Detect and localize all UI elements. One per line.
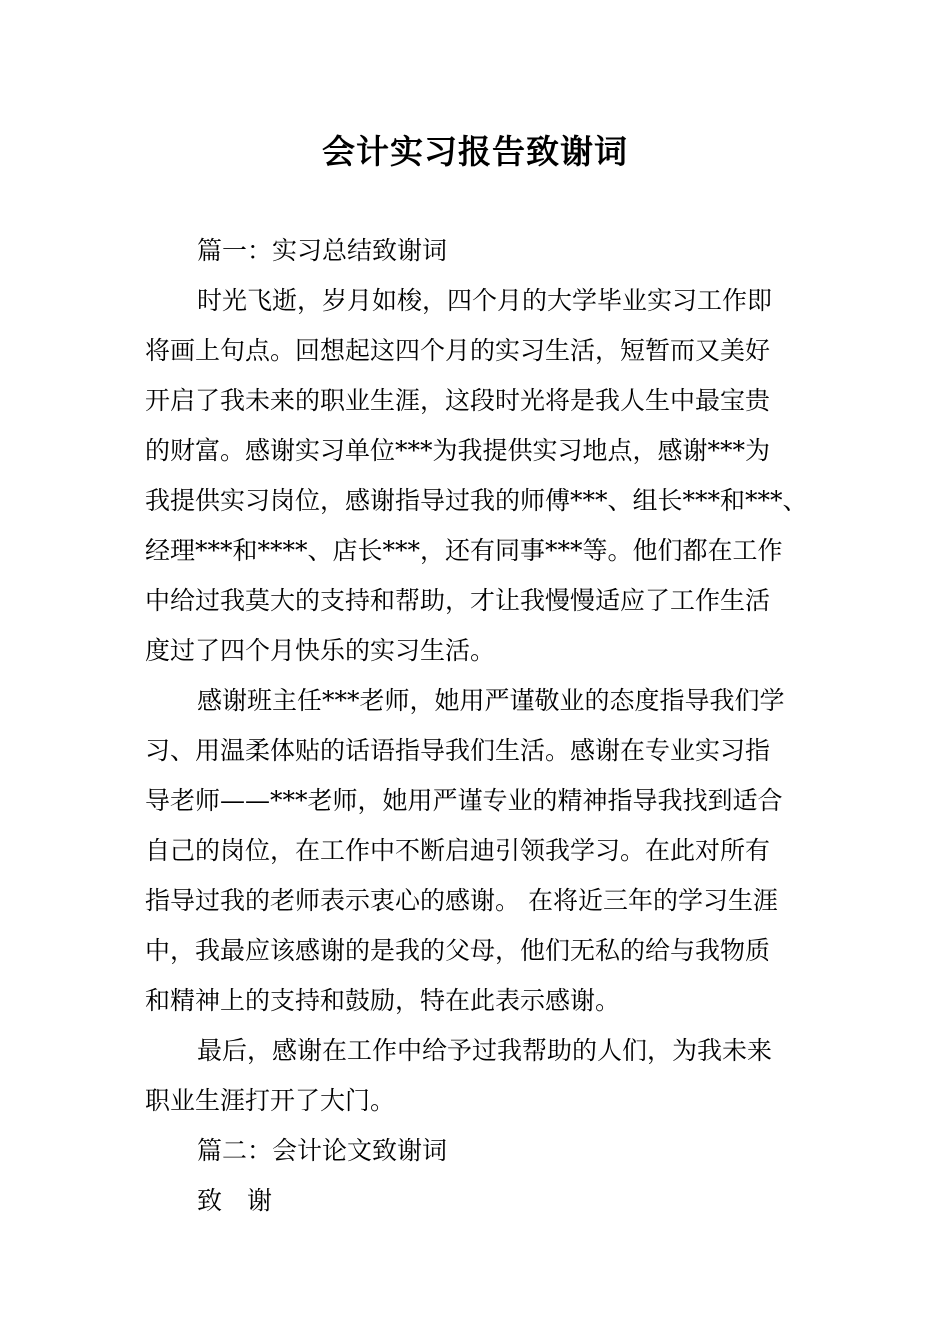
body-line: 我提供实习岗位，感谢指导过我的师傅***、组长***和***、 (145, 486, 808, 515)
body-line: 导老师——***老师，她用严谨专业的精神指导我找到适合 (145, 786, 783, 815)
body-line: 习、用温柔体贴的话语指导我们生活。感谢在专业实习指 (145, 736, 771, 765)
body-line: 中给过我莫大的支持和帮助，才让我慢慢适应了工作生活 (145, 586, 771, 615)
section-heading-1: 篇一：实习总结致谢词 (197, 236, 448, 265)
body-line: 和精神上的支持和鼓励，特在此表示感谢。 (145, 986, 621, 1015)
body-line: 感谢班主任***老师，她用严谨敬业的态度指导我们学 (197, 686, 785, 715)
body-line: 指导过我的老师表示衷心的感谢。 在将近三年的学习生涯 (145, 886, 778, 915)
body-line: 时光飞逝，岁月如梭，四个月的大学毕业实习工作即 (197, 286, 773, 315)
body-line: 职业生涯打开了大门。 (145, 1086, 396, 1115)
section-heading-2: 篇二：会计论文致谢词 (197, 1136, 448, 1165)
body-line: 经理***和****、店长***，还有同事***等。他们都在工作 (145, 536, 783, 565)
document-title: 会计实习报告致谢词 (322, 132, 628, 171)
body-line: 的财富。感谢实习单位***为我提供实习地点，感谢***为 (145, 436, 771, 465)
acknowledgement-heading: 致 谢 (197, 1186, 273, 1215)
body-line: 最后，感谢在工作中给予过我帮助的人们，为我未来 (197, 1036, 773, 1065)
body-line: 度过了四个月快乐的实习生活。 (145, 636, 496, 665)
body-line: 中，我最应该感谢的是我的父母，他们无私的给与我物质 (145, 936, 771, 965)
body-line: 将画上句点。回想起这四个月的实习生活，短暂而又美好 (145, 336, 771, 365)
body-line: 自己的岗位，在工作中不断启迪引领我学习。在此对所有 (145, 836, 771, 865)
body-line: 开启了我未来的职业生涯，这段时光将是我人生中最宝贵 (145, 386, 771, 415)
